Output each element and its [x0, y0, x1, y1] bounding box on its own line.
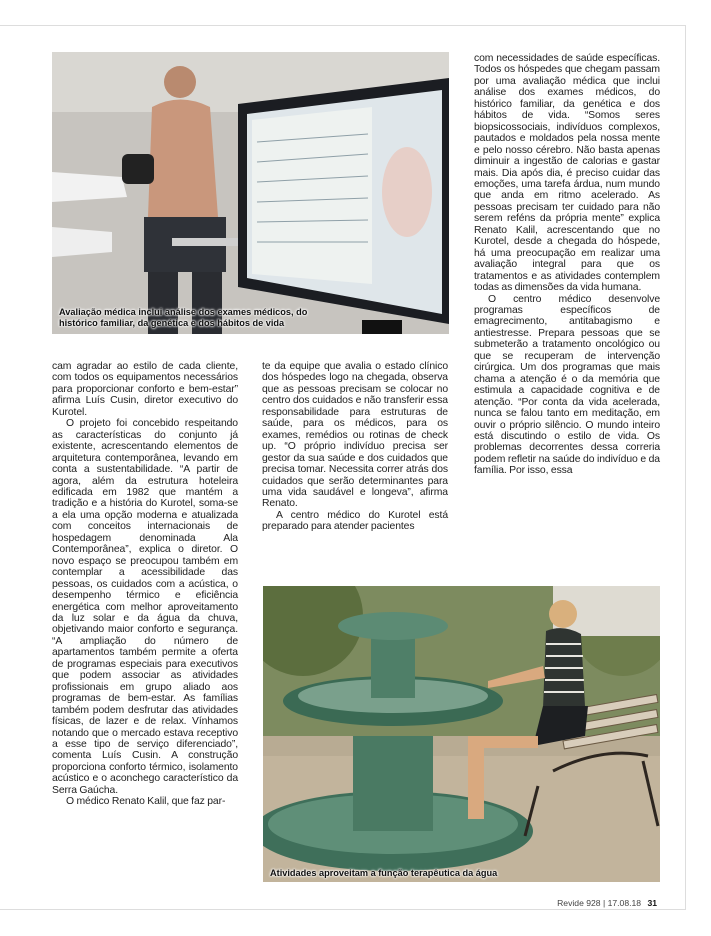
paragraph: O centro médico desenvolve programas específicos de emagrecimento, antitabagismo e antiestresse. Prepara pessoas que se submeterão a tratamento oncológico ou que se recuperam de intervenção cirúrgica. Um dos programas que mais chama a atenção é o da memória que estimula a capacidade cognitiva e de atenção. “Por conta da vida acelerada, nunca se falou tanto em meditação, em ouvir o próprio silêncio. O mundo inteiro está discutindo o estilo de vida. Os problemas decorrentes dessa correria podem refletir na saúde do indivíduo e da família. Por isso, essa [474, 293, 660, 477]
footer-separator: | [602, 898, 606, 908]
magazine-name: Revide 928 [557, 898, 601, 908]
fountain-illustration [263, 586, 660, 882]
page-number: 31 [647, 898, 657, 908]
paragraph: A centro médico do Kurotel está preparado para atender pacientes [262, 509, 448, 533]
article-column-3 [474, 53, 660, 477]
paragraph: O médico Renato Kalil, que faz par- [66, 796, 226, 808]
issue-date: 17.08.18 [607, 898, 642, 908]
page-footer [0, 898, 657, 908]
medical-exam-photo [52, 52, 449, 334]
article-column-1 [52, 361, 238, 808]
photo-caption: Avaliação médica inclui análise dos exames médicos, do histórico familiar, da genética e dos hábitos de vida [59, 307, 308, 328]
paragraph: te da equipe que avalia o estado clínico dos hóspedes logo na chegada, observa que as pessoas precisam se colocar no centro dos cuidados e não transferir essa responsabilidade para estruturas de saúde, para os médicos, para os exames, remédios ou rotinas de check up. “O próprio indivíduo precisa ser gestor da sua saúde e dos cuidados que precisa tomar. Necessita correr atrás dos cuidados que serão determinantes para uma vida saudável e longeva”, afirma Renato. [262, 361, 448, 510]
paragraph: cam agradar ao estilo de cada cliente, com todos os equipamentos necessários para proporcionar conforto e bem-estar” afirma Luís Cusin, diretor executivo do Kurotel. [52, 361, 238, 418]
medical-exam-illustration [52, 52, 449, 334]
paragraph: O projeto foi concebido respeitando as características do conjunto já existente, acrescentando elementos de arquitetura contemporânea, levando em conta a sustentabilidade. “A partir de agora, além da estrutura hoteleira edificada em 1982 que mantém a tradição e a história do Kurotel, soma-se a ela uma opção moderna e atualizada com conceitos internacionais de hospedagem denominada Ala Contemporânea”, explica o diretor. O novo espaço se preocupou também em contemplar a acessibilidade das pessoas, os cuidados com a acústica, o desempenho térmico e eficiência energética com melhor aproveitamento da luz solar e da água da chuva, objetivando maior conforto e segurança. “A ampliação do número de apartamentos também permite a oferta de programas especiais para executivos que podem associar as atividades profissionais em grupo aliado aos programas de bem-estar. As famílias também podem desfrutar das atividades físicas, de lazer e de relax. Vínhamos notando que o mercado estava receptivo a esse tipo de serviço diferenciado”, comenta Luís Cusin. A construção proporciona conforto térmico, isolamento acústico e o aconchego característico da Serra Gaúcha. [52, 418, 238, 796]
paragraph: com necessidades de saúde específicas. Todos os hóspedes que chegam passam por uma avaliação médica que inclui análise dos exames médicos, do histórico familiar, da genética e dos hábitos de vida. “Somos seres biopsicossociais, indivíduos complexos, pautados e moldados pela nossa mente e pelo nosso cérebro. Não basta apenas diminuir a ingestão de calorias e gastar mais. Dia após dia, é preciso cuidar das emoções, uma tarefa árdua, num mundo que anda em ritmo acelerado. As pessoas precisam ter cuidado para não serem reféns da própria mente” explica Renato Kalil, acrescentando que no Kurotel, desde a chegada do hóspede, há uma preocupação em realizar uma avaliação integral para que os tratamentos e as atividades contemplem todas as dimensões da vida humana. [474, 53, 660, 294]
photo-caption: Atividades aproveitam a função terapêutica da água [270, 867, 498, 878]
article-column-2 [262, 361, 448, 533]
fountain-photo [263, 586, 660, 882]
